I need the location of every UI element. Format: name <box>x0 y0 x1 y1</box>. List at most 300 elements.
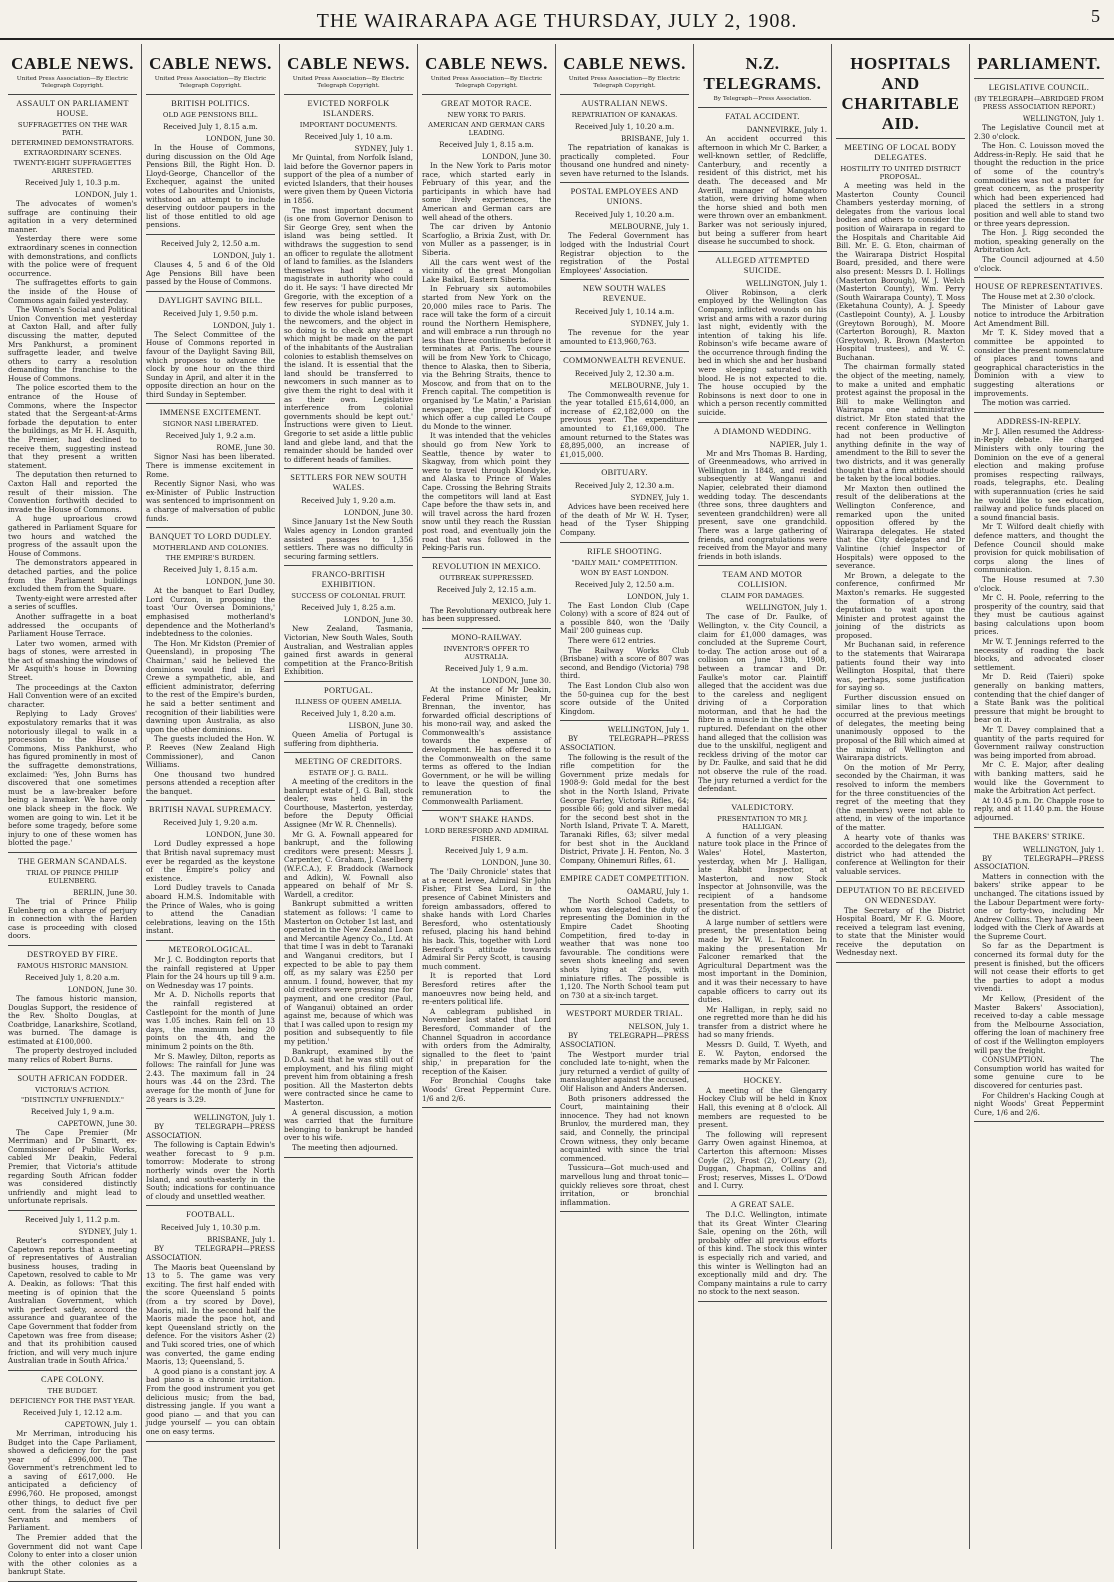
article-paragraph: The Federal Government has lodged with the Industrial Court Registrar objection to the registration of the Postal Employees' Association. <box>560 231 689 275</box>
article-paragraph: A cablegram published in November last stated that Lord Beresford, Commander of the Channel Squadron in accordance with orders from the Admiralty, signalled to the fleet to 'paint ship,' in preparation for the reception of the Kaiser. <box>422 1006 551 1076</box>
article-subheading: OLD AGE PENSIONS BILL. <box>162 111 259 119</box>
dateline: LONDON, June 30. <box>343 508 413 518</box>
received-line: Received July 1, 9.50 p.m. <box>162 308 258 318</box>
article-heading: NEW SOUTH WALES REVENUE. <box>582 284 667 304</box>
divider <box>146 94 275 95</box>
dateline: BRISBANE, July 1. <box>206 1235 275 1245</box>
article-heading: POSTAL EMPLOYEES AND UNIONS. <box>570 187 679 207</box>
article-paragraph: The Hon. C. Louisson moved the Address-in-Reply. He said that he thought the reduction in the price of some of the country's commodities was not a matter for great concern, as the prosperity which had been experienced had placed the settlers in a strong position and well able to stand two or three years depression. <box>974 141 1104 228</box>
article-subheading: NEW YORK TO PARIS. <box>447 111 526 119</box>
divider <box>974 277 1104 278</box>
divider <box>146 527 275 528</box>
column-title: CABLE NEWS. <box>425 54 548 73</box>
article-paragraph: Mr G. A. Fownall appeared for bankrupt, and the following creditors were present: Messrs J. Carpenter, C. Graham, J. Caselberg (W.F.C.A.), F. Braddock (Warnock and Adkin), W. Fownall also appeared on behalf of Mr S. Wardell, a creditor. <box>284 829 413 899</box>
article-paragraph: Mr Quintal, from Norfolk Island, laid before the Governor papers in support of the plea of a number of evicted Islanders, that their houses were given them by Queen Victoria in 1856. <box>284 153 413 205</box>
article-paragraph: BY TELEGRAPH—PRESS ASSOCIATION. <box>146 1244 275 1263</box>
article-subheading: ESTATE OF J. G. BALL. <box>308 769 389 778</box>
article-subheading: "DISTINCTLY UNFRIENDLY." <box>20 1095 125 1104</box>
article-paragraph: The demonstrators appeared in detached parties, and the police from the Parliament buildings excluded them from the Square. <box>8 558 137 594</box>
article-paragraph: The advocates of women's suffrage are continuing their agitation in a very determined manner. <box>8 199 137 234</box>
divider <box>698 565 827 566</box>
column-credit: United Press Association—By Electric Telegraph Copyright. <box>154 76 267 89</box>
article-paragraph: A hearty vote of thanks was accorded to the delegates from the district who had attended the conference at Wellington for their valuable services. <box>836 832 965 876</box>
article-paragraph: It was intended that the vehicles should go from New York to Seattle, thence by water to Skagway, from which point they were to travel through Klondyke, and Alaska to Prince of Wales Cape. Crossing the Behring Straits the competitors will land at East Cape before the thaw sets in, and will travel across the hard frozen snow until they reach the Russian post road, and eventually join the road that was followed in the Peking-Paris run. <box>422 431 551 553</box>
news-column <box>142 44 280 1549</box>
article-paragraph: The following is the result of the rifle competition for the Government prize medals for 1908-9: Gold medal for the best shot in the North Island, Private George Farley, Victoria Rifles, 64; possible 66; gold and silver medal for the second best shot in the North Island, Private T. A. Marett, Taranaki Rifles, 63; silver medal for best shot in the Auckland District, Private J. H. Fenton, No. 3 Company, Ohinemuri Rifles, 61. <box>560 752 689 865</box>
article-paragraph: Bankrupt, examined by the D.O.A. said that he was still out of employment, and his filing might prevent him from obtaining a fresh position. All the Masterton debts were contracted since he came to Masterton. <box>284 1046 413 1108</box>
article-heading: WON'T SHAKE HANDS. <box>439 815 534 825</box>
received-line: Received July 1, 8.20 a.m. <box>301 708 396 718</box>
article-heading: WESTPORT MURDER TRIAL. <box>566 1009 683 1019</box>
received-line: Received July 1, 12.12 a.m. <box>22 1407 123 1417</box>
article-heading: RIFLE SHOOTING. <box>587 546 662 556</box>
divider <box>284 468 413 469</box>
column-title: HOSPITALS AND CHARITABLE AID. <box>841 54 960 133</box>
article-paragraph: Lord Dudley expressed a hope that British naval supremacy must ever be regarded as the keystone of the Empire's policy and existence. <box>146 839 275 883</box>
news-column <box>694 44 832 1549</box>
article-paragraph: One thousand two hundred persons attended a reception after the banquet. <box>146 769 275 796</box>
article-subheading: DEFICIENCY FOR THE PAST YEAR. <box>9 1396 136 1405</box>
article-heading: BRITISH NAVAL SUPREMACY. <box>149 805 272 815</box>
article-paragraph: The Cape Premier (Mr Merriman) and Dr Smartt, ex-Commissioner of Public Works, cabled Mr Deakin, Federal Premier, that Victoria's attitude regarding South African fodder was considered distinctly unfriendly and might lead to unfortunate reprisals. <box>8 1127 137 1206</box>
article-paragraph: Recently Signor Nasi, who was ex-Minister of Public Instruction was sentenced to imprisonment on a charge of malversation of public funds. <box>146 479 275 523</box>
dateline: DANNEVIRKE, July 1. <box>746 125 827 134</box>
article-heading: MONO-RAILWAY. <box>451 632 522 642</box>
article-paragraph: The East London Club (Cape Colony) with a score of 824 out of a possible 840, won the 'Daily Mail' 200 guineas cup. <box>560 600 689 636</box>
article-paragraph: Mr Buchanan said, in reference to the statements that Wairarapa patients found their way into Wellington Hospital, that there was, perhaps, some justification for saying so. <box>836 640 965 693</box>
article-subheading: (BY TELEGRAPH—ABRIDGED FROM PRESS ASSOCIATION REPORT.) <box>974 95 1104 111</box>
dateline: WELLINGTON, July 1. <box>1022 844 1104 854</box>
dateline: WELLINGTON, July 1. <box>745 603 827 613</box>
article-paragraph: Later two women, armed with bags of stones, were arrested in the act of smashing the windows of Mr Asquith's house in Downing Street. <box>8 638 137 683</box>
article-heading: VALEDICTORY. <box>731 802 794 812</box>
received-line: Received July 1, 8.25 a.m. <box>301 603 396 613</box>
received-line: Received July 1, 11.2 p.m. <box>24 1215 120 1224</box>
dateline: ROME, June 30. <box>216 443 275 453</box>
received-line: Received July 1, 9.2 a.m. <box>165 431 256 441</box>
article-heading: HOUSE OF REPRESENTATIVES. <box>975 282 1103 292</box>
article-paragraph: The House resumed at 7.30 o'clock. <box>974 574 1104 593</box>
article-paragraph: Mr T. Wilford dealt chiefly with defence matters, and thought the Defence Council should make provision for quick mobilisation of corps along the lines of communication. <box>974 522 1104 575</box>
article-paragraph: Replying to Lady Groves' expostulatory remarks that it was notoriously illegal to walk in a procession to the House of Commons, Miss Pankhurst, who has figured prominently in most of the suffragette demonstrations, exclaimed: 'Yes, John Burns has discovered that one sometimes must be a law-breaker before being a lawmaker. We have only one black sheep in the flock. We women are going to win. Let it be before some tragedy, before some injury to one of these women has blotted the page.' <box>8 709 137 848</box>
article-paragraph: Mr T. K. Sidey moved that a committee be appointed to consider the present nomenclature of places and towns and geographical characteristics in the Dominion with a view to suggesting alterations or improvements. <box>974 328 1104 398</box>
article-paragraph: The deputation then returned to Caxton Hall and reported the result of their mission. The Convention forthwith decided to invade the House of Commons. <box>8 470 137 514</box>
article-heading: EMPIRE CADET COMPETITION. <box>560 874 690 884</box>
divider <box>698 1301 827 1302</box>
divider <box>560 351 689 352</box>
article-paragraph: The following will represent Garry Owen against Hinemoa, at Carterton this afternoon: Misses Coyle (2), Frost (2), O'Leary (2), Duggan, Chapman, Collins and Frost; reserves, Misses L. O'Dowd and I. Curry. <box>698 1129 827 1191</box>
article-heading: ADDRESS-IN-REPLY. <box>996 416 1082 426</box>
article-paragraph: Mr Maxton then outlined the result of the deliberations at the Wellington Conference, and remarked upon the united opposition offered by the Wairarapa delegates. He stated that the City delegates and Dr Valintine (chief Inspector of Hospitals) were opposed to the severance. <box>836 483 965 571</box>
masthead <box>0 0 1114 40</box>
article-paragraph: Mr W. T. Jennings referred to the necessity of roading the back blocks, and advocated closer settlement. <box>974 637 1104 672</box>
divider <box>146 1441 275 1442</box>
received-line: Received July 1, 9 a.m. <box>444 663 529 673</box>
divider <box>836 962 965 963</box>
article-paragraph: Since January 1st the New South Wales agency in London granted assisted passages to 1,356 settlers. There was no difficulty in securing farming settlers. <box>284 517 413 561</box>
divider <box>8 945 137 946</box>
article-subheading: AMERICAN AND GERMAN CARS LEADING. <box>428 121 545 137</box>
article-paragraph: The East London Club also won the 50-guinea cup for the best score outside of the United Kingdom. <box>560 681 689 716</box>
article-subheading: SIGNOR NASI LIBERATED. <box>162 420 259 429</box>
article-paragraph: Yesterday there were some extraordinary scenes in connection with demonstrations, and conflicts with the police were of frequent occurrence. <box>8 234 137 278</box>
received-line: Received July 2, 12.30 a.m. <box>574 481 675 491</box>
article-heading: DESTROYED BY FIRE. <box>27 949 118 959</box>
divider <box>698 422 827 423</box>
article-heading: FOOTBALL. <box>186 1210 235 1220</box>
article-paragraph: The Westport murder trial concluded late to-night, when the jury returned a verdict of guilty of manslaughter against the accused, Olif Halison and Anders Andersen. <box>560 1049 689 1093</box>
article-paragraph: The famous historic mansion, Douglas Support, the residence of the Rev. Sholto Douglas, at Coatbridge, Lanarkshire, Scotland, was burned. The damage is estimated at £100,000. <box>8 993 137 1046</box>
article-paragraph: The Maoris beat Queensland by 13 to 5. The game was very exciting. The first half ended with the score Queensland 5 points (from a try scored by Dove), Maoris, nil. In the second half the Maoris made the pace hot, and kept Queensland strictly on the defence. For the visitors Asher (2) and Tuki scored tries, one of which was converted, the game ending Maoris, 13; Queensland, 5. <box>146 1262 275 1367</box>
article-paragraph: An accident occurred this afternoon in which Mr C. Barker, a well-known settler, of Redcliffe, Canterbury, and recently a resident of this district, met his death. The deceased and Mr Averill, manager of Mangatoro station, were driving home when the horse shied and both men were thrown over an embankment. Barker was not seriously injured, but being a sufferer from heart disease he succumbed to shock. <box>698 134 827 247</box>
article-heading: CAPE COLONY. <box>40 1374 104 1384</box>
article-paragraph: On the motion of Mr Perry, seconded by the Chairman, it was resolved to inform the members for the three constituencies of the regret of the meeting that they (the members) were not able to attend, in view of the importance of the matter. <box>836 762 965 832</box>
article-paragraph: The property destroyed included many relics of Robert Burns. <box>8 1046 137 1065</box>
article-heading: THE BAKERS' STRIKE. <box>992 831 1086 841</box>
article-paragraph: The chairman formally stated the object of the meeting, namely, to make a united and emphatic protest against the proposal in the Bill to make Wellington and Wairarapa one administrative district. Mr Eton stated that the recent conference in Wellington had not been productive of anything definite in the way of amendment to the Bill to sever the two districts, and it was generally thought that a firm attitude should be taken by the local bodies. <box>836 362 965 484</box>
article-heading: REVOLUTION IN MEXICO. <box>432 561 541 571</box>
article-paragraph: The proceedings at the Caxton Hall Convention were of an excited character. <box>8 682 137 709</box>
article-heading: DEPUTATION TO BE RECEIVED ON WEDNESDAY. <box>836 885 965 905</box>
article-paragraph: Further discussion ensued on similar lines to that which occurred at the previous meetings of delegates, the meeting being unanimously opposed to the proposal of the Bill which aimed at the mixing of Wellington and Wairarapa districts. <box>836 693 965 763</box>
dateline: SYDNEY, July 1. <box>630 319 689 329</box>
column-title: N.Z. TELEGRAMS. <box>703 54 822 93</box>
article-subheading: DETERMINED DEMONSTRATORS. <box>11 139 134 147</box>
article-subheading: LORD BERESFORD AND ADMIRAL FISHER. <box>424 827 549 844</box>
dateline: MEXICO, July 1. <box>491 596 551 606</box>
divider <box>146 1108 275 1109</box>
column-credit: United Press Association—By Electric Telegraph Copyright. <box>16 76 129 89</box>
article-paragraph: The trial of Prince Philip Eulenberg on a charge of perjury in connection with the Harden case is proceeding with closed doors. <box>8 896 137 941</box>
article-paragraph: The police escorted them to the entrance of the House of Commons, where the Inspector stated that the Sergeant-at-Arms forbade the deputation to enter the buildings, as Mr H. H. Asquith, the Premier, had declined to receive them, suggesting instead that they present a written statement. <box>8 383 137 470</box>
article-subheading: TRIAL OF PRINCE PHILIP EULENBERG. <box>26 868 119 885</box>
article-paragraph: Mr and Mrs Thomas B. Harding, of Greenmeadows, who arrived in Wellington in 1848, and resided subsequently at Wanganui and Napier, celebrated their diamond wedding today. The descendants (three sons, three daughters and seventeen grandchildren) were all present, save one grandchild. There was a large gathering of friends, and congratulations were received from the Mayor and many friends in both islands. <box>698 448 827 561</box>
article-paragraph: BY TELEGRAPH—PRESS ASSOCIATION. <box>974 853 1104 872</box>
divider <box>560 279 689 280</box>
article-paragraph: A large number of settlers were present, the presentation being made by Mr W. L. Falconer. In making the presentation Mr Falconer remarked that the Agricultural Department was the most important in the Dominion, and it was their necessary to have capable officers to carry out its duties. <box>698 917 827 1005</box>
received-line: Received July 1, 8.15 a.m. <box>439 140 534 149</box>
divider <box>560 182 689 183</box>
article-paragraph: The meeting then adjourned. <box>292 1143 398 1153</box>
article-paragraph: Both prisoners addressed the Court, maintaining their innocence. They had not known Brunlov, the murdered man, they said, and Connelly, the principal Crown witness, they only became acquainted with since the trial commenced. <box>560 1093 689 1163</box>
page-number: 5 <box>1091 6 1100 26</box>
divider <box>146 291 275 292</box>
article-subheading: "DAILY MAIL" COMPETITION. <box>571 558 678 567</box>
divider <box>8 1370 137 1371</box>
news-column <box>280 44 418 1549</box>
divider <box>560 720 689 721</box>
article-paragraph: The Minister of Labour gave notice to introduce the Arbitration Act Amendment Bill. <box>974 301 1104 328</box>
divider <box>974 78 1104 79</box>
article-heading: OBITUARY. <box>601 468 648 478</box>
article-paragraph: Messrs D. Guild, T. Wyeth, and E. W. Payton, endorsed the remarks made by Mr Falconer. <box>698 1040 827 1067</box>
article-paragraph: Mr C. E. Major, after dealing with banking matters, said he would like the Government to make the Arbitration Act perfect. <box>974 760 1104 796</box>
article-heading: FRANCO-BRITISH EXHIBITION. <box>311 570 386 590</box>
article-subheading: VICTORIA'S ACTION. <box>35 1085 110 1094</box>
received-line: Received July 1, 10.30 p.m. <box>160 1223 261 1233</box>
dateline: LONDON, June 30. <box>481 675 551 685</box>
divider <box>422 810 551 811</box>
article-paragraph: There were 612 entries. <box>568 636 656 646</box>
article-paragraph: The Hon. J. Rigg seconded the motion, speaking generally on the Arbitration Act. <box>974 228 1104 255</box>
article-subheading: REPATRIATION OF KANAKAS. <box>571 111 678 119</box>
dateline: LONDON, July 1. <box>74 190 137 199</box>
article-subheading: THE EMPIRE'S BURDEN. <box>165 554 256 563</box>
divider <box>284 1157 413 1158</box>
article-paragraph: Mr Kellow, (President of the Master Bakers' Association), received to-day a cable message from the Melbourne Association, offering the loan of machinery free of cost if the Wellington employers will pay the freight. <box>974 994 1104 1055</box>
article-paragraph: The suffragettes efforts to gain the inside of the House of Commons again failed yesterday. <box>8 278 137 305</box>
article-heading: HOCKEY. <box>743 1075 782 1085</box>
dateline: SYDNEY, July 1. <box>630 493 689 503</box>
article-paragraph: Bankrupt submitted a written statement as follows: 'I came to Masterton on October 1st last, and operated in the New Zealand Loan and Mercantile Agency Co., Ltd. At that time I was in debt to Taranaki and Wanganui creditors, but I expected to be able to pay them off, as my salary was £250 per annum. I found, however, that my old creditors were pressing me for payment, and one creditor (Paul, of Wanganui) obtained an order against me, because of which was that I was called upon to resign my position and subsequently to file my petition.' <box>284 899 413 1046</box>
article-subheading: HOSTILITY TO UNITED DISTRICT PROPOSAL. <box>840 165 961 181</box>
news-column <box>832 44 970 1549</box>
article-paragraph: Reuter's correspondent at Capetown reports that a meeting of representatives of Australian business houses, trading in Capetown, resolved to cable to Mr A. Deakin, as follows: 'That this meeting is of opinion that the Australian Government, which with perfect safety, accord the assurance and guarantee of the Cape Government that fodder from Capetown was free from disease; and that its prohibition caused friction, and will very much injure Australian trade in South Africa.' <box>8 1236 137 1366</box>
column-title: CABLE NEWS. <box>563 54 686 73</box>
news-column <box>4 44 142 1577</box>
article-heading: DAYLIGHT SAVING BILL. <box>158 295 263 305</box>
divider <box>698 798 827 799</box>
article-subheading: CLAIM FOR DAMAGES. <box>720 592 805 601</box>
newspaper-title: THE WAIRARAPA AGE THURSDAY, JULY 2, 1908. <box>316 10 798 32</box>
article-heading: TEAM AND MOTOR COLLISION. <box>722 570 803 590</box>
divider <box>422 557 551 558</box>
article-heading: SOUTH AFRICAN FODDER. <box>17 1073 128 1083</box>
article-paragraph: The case of Dr. Faulke, of Wellington, v. the City Council, a claim for £1,000 damages, was concluded at the Supreme Court, to-day. The action arose out of a collision on June 13th, 1908, between a tramcar and Dr. Faulke's motor car. Plaintiff alleged that the accident was due to the careless and negligent driving of a Corporation motorman, and that he had the fibre in a muscle in the right elbow ruptured. Defendant on the other hand alleged that the collision was due to the unskilful, negligent and reckless driving of the motor car by Dr. Faulke, and said that he did not observe the rule of the road. The jury returned a verdict for the defendant. <box>698 612 827 794</box>
article-paragraph: Another suffragette in a boat addressed the occupants of Parliament House Terrace. <box>8 611 137 639</box>
received-line: Received July 1, 10.20 a.m. <box>574 210 675 220</box>
article-paragraph: Mr Brown, a delegate to the conference, confirmed Mr Maxton's remarks. He suggested the formation of a strong deputation to wait upon the Minister and protest against the joining of the districts as proposed. <box>836 570 965 640</box>
dateline: LONDON, June 30. <box>481 152 551 161</box>
divider <box>284 681 413 682</box>
article-paragraph: The revenue for the year amounted to £13,960,763. <box>560 328 689 346</box>
article-paragraph: The Women's Social and Political Union Convention met yesterday at Caxton Hall, and after fully discussing the matter, deputed Mrs Pankhurst, a prominent suffragette leader, and twelve others to carry a resolution demanding the franchise to the House of Commons. <box>8 305 137 383</box>
column-credit: United Press Association—By Electric Telegraph Copyright. <box>292 76 405 89</box>
received-line: Received July 1, 10.14 a.m. <box>574 307 675 317</box>
article-heading: ASSAULT ON PARLIAMENT HOUSE. <box>16 99 129 118</box>
divider <box>698 107 827 108</box>
dateline: WELLINGTON, July 1. <box>193 1113 275 1123</box>
divider <box>698 251 827 252</box>
divider <box>560 1004 689 1005</box>
received-line: Received July 1, 9.20 a.m. <box>301 496 396 506</box>
article-paragraph: At the banquet to Earl Dudley, Lord Curzon, in proposing the toast 'Our Oversea Dominions,' emphasised motherland's dependence and the Motherland's indebtedness to the colonies. <box>146 586 275 639</box>
divider <box>146 403 275 404</box>
article-paragraph: In the House of Commons, during discussion on the Old Age Pensions Bill, the Right Hon. D. Lloyd-George, Chancellor of the Exchequer, against the united votes of Labourites and Unionists, withstood an attempt to include deserving outdoor paupers in the list of those entitled to old age pensions. <box>146 143 275 230</box>
article-paragraph: CONSUMPTION. The Consumption world has waited for some genuine cure to be discovered for centuries past. <box>974 1055 1104 1090</box>
article-heading: PORTUGAL. <box>324 685 373 695</box>
column-title: CABLE NEWS. <box>287 54 410 73</box>
article-subheading: EXTRAORDINARY SCENES. <box>23 149 122 157</box>
article-paragraph: Advices have been received here of the death of Mr W. H. Tyser, head of the Tyser Shipping Company. <box>560 502 689 538</box>
article-heading: MEETING OF CREDITORS. <box>294 757 403 767</box>
news-column <box>556 44 694 1549</box>
divider <box>698 1071 827 1072</box>
article-subheading: IMPORTANT DOCUMENTS. <box>299 121 398 129</box>
article-paragraph: The Commonwealth revenue for the year totalled £15,614,000, an increase of £2,182,000 on the previous year. The expenditure amounted to £1,169,000. The amount returned to the States was £8,895,000, an increase of £1,015,000. <box>560 389 689 459</box>
article-subheading: SUFFRAGETTES ON THE WAR PATH. <box>17 121 128 137</box>
received-line: Received July 2, 12.15 a.m. <box>436 584 537 594</box>
divider <box>8 94 137 95</box>
article-paragraph: Mr D. Reid (Taieri) spoke generally on banking matters, contending that the chief danger of a State Bank was the political pressure that might be brought to bear on it. <box>974 672 1104 725</box>
dateline: SYDNEY, July 1. <box>78 1227 137 1236</box>
received-line: Received July 1, 8.20 a.m. <box>25 972 120 982</box>
divider <box>560 1211 689 1212</box>
article-paragraph: So far as the Department is concerned its formal duty for the present is finished, but the officers will not cease their efforts to get the parties to adopt a modus vivendi. <box>974 941 1104 994</box>
article-heading: A GREAT SALE. <box>730 1199 795 1209</box>
divider <box>146 1205 275 1206</box>
article-paragraph: A meeting was held in the Masterton County Council Chambers yesterday morning, of delegates from the various local bodies and others to consider the position of Wairarapa in regard to the Hospitals and Charitable Aid Bill. Mr. E. G. Eton, chairman of the Wairarapa District Hospital Board, presided, and there were also present: Messrs D. I. Hollings (Masterton Borough), W. J. Welch (Masterton County), Wm. Perry (South Wairarapa County), T. Moss (Eketahuna County), A. J. Speedy (Castlepoint County), A. J. Lousby (Greytown Borough), M. Moore (Carterton Borough), R. Maxton (Greytown), R. Brown (Masterton Hospital trustees), and W. C. Buchanan. <box>836 181 965 362</box>
received-line: Received July 1, 10.3 p.m. <box>24 178 120 187</box>
article-paragraph: Twenty-eight were arrested after a series of scuffles. <box>8 593 137 612</box>
article-heading: LEGISLATIVE COUNCIL. <box>988 83 1090 92</box>
divider <box>8 1069 137 1070</box>
dateline: LONDON, July 1. <box>212 320 275 330</box>
article-paragraph: For Children's Hacking Cough at night Woods' Great Peppermint Cure, 1/6 and 2/6. <box>974 1090 1104 1117</box>
divider <box>284 752 413 753</box>
article-heading: THE GERMAN SCANDALS. <box>17 856 128 866</box>
article-paragraph: The 'Daily Chronicle' states that at a recent levee, Admiral Sir John Fisher, First Sea Lord, in the presence of Cabinet Ministers and foreign ambassadors, offered to shake hands with Lord Charles Beresford, who ostentatiously refused, placing his hand behind his back. This, together with Lord Beresford's attitude towards Admiral Sir Percy Scott, is causing much comment. <box>422 867 551 971</box>
divider <box>698 1195 827 1196</box>
article-subheading: OUTBREAK SUPPRESSED. <box>439 573 534 582</box>
dateline: BRISBANE, July 1. <box>620 134 689 143</box>
article-heading: MEETING OF LOCAL BODY DELEGATES. <box>844 143 957 162</box>
divider <box>422 628 551 629</box>
dateline: CAPETOWN, July 1. <box>64 1419 137 1429</box>
received-line: Received July 1, 9 a.m. <box>444 846 529 856</box>
article-paragraph: All the cars went west of the vicinity of the great Mongolian Lake Baikal, Eastern Siberia. <box>422 257 551 284</box>
newspaper-columns <box>4 44 1110 1577</box>
received-line: Received July 1, 9 a.m. <box>30 1106 115 1116</box>
divider <box>146 800 275 801</box>
dateline: LONDON, June 30. <box>481 858 551 868</box>
divider <box>146 234 275 235</box>
article-paragraph: A function of a very pleasing nature took place in the Prince of Wales' Hotel, Masterton, yesterday, when Mr J. Halligan, late Rabbit Inspector, at Masterton, and now Stock Inspector at Johnsonville, was the recipient of a handsome presentation from the settlers of the district. <box>698 830 827 918</box>
article-heading: BRITISH POLITICS. <box>171 99 250 108</box>
article-paragraph: Mr Merriman, introducing his Budget into the Cape Parliament, showed a deficiency for the past year of £996,000. The Government's retrenchment led to a saving of £617,000. He anticipated a deficiency of £996,760. He proposed, amongst other things, to deduct five per cent. from the salaries of Civil Servants and members of Parliament. <box>8 1428 137 1533</box>
article-subheading: WON BY EAST LONDON. <box>580 568 669 577</box>
article-paragraph: A good piano is a constant joy. A bad piano is a chronic irritation. From the good instrument you get delicious music; from the bad, distressing jangle. If you want a good piano — and that you can judge yourself — you can obtain one on easy terms. <box>146 1366 275 1436</box>
article-subheading: TWENTY-EIGHT SUFFRAGETTES ARRESTED. <box>13 159 132 175</box>
article-paragraph: Mr J. C. Boddington reports that the rainfall registered at Upper Plain for the 24 hours up till 9 a.m. on Wednesday was 17 points. <box>146 955 275 990</box>
divider <box>284 94 413 95</box>
divider <box>146 940 275 941</box>
article-paragraph: Queen Amelia of Portugal is suffering from diphtheria. <box>284 729 413 748</box>
article-paragraph: The most important document (is one from Governor Denison to Sir George Grey, sent when the island was being settled. It withdraws the suggestion to send an officer to regulate the allotment of land to families. as the Islanders themselves had placed a magistrate in authority who could do it. He says: 'I have directed Mr Gregorie, with the exception of a few reserves for public purposes, to divide the whole island between the newcomers, and the object in so doing is to check any attempt which might be made on the part of the inhabitants of the Australian colonies to establish themselves on the island. It is essential that the land should be transferred to newcomers in such manner as to give them the right to deal with it as their own. Legislative interference from colonial governments should be kept out.' Instructions were given to Lieut. Gregorie to set aside a little public land and glebe land, and that the remainder should be handed over to different heads of families. <box>284 205 413 464</box>
article-paragraph: The guests included the Hon. W. P. Reeves (New Zealand High Commissioner), and Canon Williams. <box>146 734 275 770</box>
dateline: LONDON, June 30. <box>67 984 137 994</box>
divider <box>422 94 551 95</box>
article-subheading: THE BUDGET. <box>47 1386 98 1395</box>
article-paragraph: Oliver Robinson, a clerk employed by the Wellington Gas Company, inflicted wounds on his wrist and arms with a razor during last night, evidently with the intention of taking his life. Robinson's wife became aware of the occurrence through finding the bed in which she and her husband were sleeping saturated with blood. He is not expected to die. The house occupied by the Robinsons is next door to one in which a person recently committed suicide. <box>698 287 827 418</box>
divider <box>560 94 689 95</box>
article-paragraph: The Secretary of the District Hospital Board, Mr F. G. Moore, received a telegram last evening, to state that the Minister would receive the deputation on Wednesday next. <box>836 905 965 958</box>
dateline: NELSON, July 1. <box>628 1022 689 1032</box>
divider <box>974 412 1104 413</box>
received-line: Received July 2, 12.30 a.m. <box>574 368 675 378</box>
divider <box>974 827 1104 828</box>
column-title: CABLE NEWS. <box>149 54 272 73</box>
article-paragraph: It is reported that Lord Beresford retires after the manoeuvres now being held, and re-enters political life. <box>422 971 551 1007</box>
article-paragraph: A general discussion, a motion was carried that the furniture belonging to bankrupt be handed over to his wife. <box>284 1107 413 1143</box>
article-paragraph: The repatriation of kanakas is practically completed. Four thousand one hundred and ninety-seven have returned to the Islands. <box>560 143 689 178</box>
article-paragraph: At the instance of Mr Deakin, Federal Prime Minister, Mr Brennan, the inventor, has forwarded official descriptions of his mono-rail way, and asked the Commonwealth's assistance towards the expense of development. He has offered it to the Commonwealth on the same terms as offered to the Indian Government, or he will be willing to leave the question of final remuneration to the Commonwealth Parliament. <box>422 684 551 806</box>
article-paragraph: Mr T. Davey complained that a quantity of the parts required for Government railway construction was being imported from abroad. <box>974 725 1104 760</box>
dateline: LONDON, July 1. <box>626 591 689 601</box>
divider <box>8 1210 137 1211</box>
dateline: NAPIER, July 1. <box>769 439 827 449</box>
article-paragraph: New Zealand, Tasmania, Victorian, New South Wales, South Australian, and Westralian apples gained first awards in general competition at the Franco-British Exhibition. <box>284 624 413 677</box>
article-heading: AUSTRALIAN NEWS. <box>581 99 668 108</box>
article-paragraph: The Hon. Mr Kidston (Premier of Queensland), in proposing 'The Chairman,' said he believed the dominions would find in Earl Crewe a sympathetic, able, and efficient administrator, deferring to the rest of the Empire's burden, he said a better sentiment and recognition of their liabilities were dawning upon Australia, as also upon the other dominions. <box>146 638 275 734</box>
column-credit: United Press Association—By Electric Telegraph Copyright. <box>568 76 681 89</box>
divider <box>560 542 689 543</box>
article-paragraph: Mr A. D. Nicholls reports that the rainfall registered at Castlepoint for the month of June was 1.05 inches. Rain fell on 13 days, the maximum being 20 points on the 4th, and the minimum 2 points on the 8th. <box>146 990 275 1051</box>
article-heading: BANQUET TO LORD DUDLEY. <box>149 532 272 542</box>
column-title: CABLE NEWS. <box>11 54 134 73</box>
article-paragraph: The Revolutionary outbreak here has been suppressed. <box>422 605 551 624</box>
received-line: Received July 1, 10.20 a.m. <box>574 122 675 131</box>
article-heading: A DIAMOND WEDDING. <box>713 426 812 436</box>
article-paragraph: The following is Captain Edwin's weather forecast to 9 p.m. tomorrow: Moderate to strong northerly winds over the North Island, and south-easterly in the South; indications for continuance of cloudy and unsettled weather. <box>146 1140 275 1201</box>
divider <box>8 852 137 853</box>
article-subheading: FAMOUS HISTORIC MANSION. <box>16 961 129 970</box>
article-heading: IMMENSE EXCITEMENT. <box>159 408 262 418</box>
dateline: LONDON, July 1. <box>212 250 275 260</box>
article-paragraph: For Bronchial Coughs take Woods' Great Peppermint Cure. 1/6 and 2/6. <box>422 1076 551 1103</box>
article-subheading: MOTHERLAND AND COLONIES. <box>152 544 269 553</box>
divider <box>560 869 689 870</box>
article-paragraph: The Premier added that the Government did not want Cape Colony to enter into a closer union with the other colonies as a bankrupt State. <box>8 1533 137 1577</box>
article-paragraph: Tussicura—Got much-used and marvellous lung and throat tonic—quickly relieves sore throat, chest irritation, or bronchial inflammation. <box>560 1163 689 1207</box>
dateline: LONDON, June 30. <box>205 134 275 143</box>
article-subheading: INVENTOR'S OFFER TO AUSTRALIA. <box>443 644 530 661</box>
article-paragraph: In February six automobiles started from New York on the 20,000 miles race to Paris. The race will take the form of a circuit round the Northern Hemisphere, and will embrace a run through no less than three continents before it terminates at Paris. The course will be from New York to Chicago, thence to Alaska, then to Siberia, via the Behring Straits, thence to Moscow, and from that on to the French capital. The competition is organised by 'Le Matin,' a Parisian newspaper, the proprietors of which offer a cup called Le Coupe du Monde to the winner. <box>422 284 551 431</box>
dateline: WELLINGTON, July 1. <box>1022 114 1104 123</box>
dateline: LONDON, June 30. <box>205 830 275 840</box>
received-line: Received July 1, 8.15 a.m. <box>163 565 258 575</box>
divider <box>422 1107 551 1108</box>
dateline: OAMARU, July 1. <box>626 887 689 897</box>
article-heading: FATAL ACCIDENT. <box>725 112 800 121</box>
column-credit: By Telegraph—Press Association. <box>713 96 812 102</box>
article-paragraph: The House met at 2.30 o'clock. <box>982 292 1096 302</box>
article-paragraph: At 10.45 p.m. Dr. Chapple rose to reply, and at 11.40 p.m. the House adjourned. <box>974 795 1105 822</box>
article-paragraph: BY TELEGRAPH—PRESS ASSOCIATION. <box>560 1031 689 1049</box>
article-paragraph: BY TELEGRAPH—PRESS ASSOCIATION. <box>146 1122 275 1140</box>
dateline: LONDON, June 30. <box>205 577 275 587</box>
article-paragraph: The Legislative Council met at 2.30 o'clock. <box>974 123 1104 141</box>
article-heading: COMMONWEALTH REVENUE. <box>563 355 686 365</box>
received-line: Received July 1, 8.15 a.m. <box>163 122 258 131</box>
article-heading: ALLEGED ATTEMPTED SUICIDE. <box>715 255 810 275</box>
column-credit: United Press Association—By Electric Telegraph Copyright. <box>430 76 543 89</box>
divider <box>284 565 413 566</box>
article-paragraph: Mr S. Mawley, Dilton, reports as follows: The rainfall for June was 2.43. The maximum fall in 24 hours was .44 on the 23rd. The average for the month of June for 28 years is 3.29. <box>146 1051 275 1104</box>
dateline: MELBOURNE, July 1. <box>609 380 689 390</box>
dateline: WELLINGTON, July 1. <box>745 278 827 288</box>
dateline: SYDNEY, July 1. <box>354 144 413 153</box>
dateline: LONDON, June 30. <box>343 615 413 625</box>
article-heading: GREAT MOTOR RACE. <box>441 99 532 108</box>
article-paragraph: A meeting of the creditors in the bankrupt estate of J. G. Ball, stock dealer, was held in the Courthouse, Masterton, yesterday, before the Deputy Official Assignee (Mr W. R. Chennells). <box>284 777 413 830</box>
article-paragraph: Mr Halligan, in reply, said no one regretted more than he did his transfer from a district where he had so many friends. <box>698 1004 827 1040</box>
article-heading: SETTLERS FOR NEW SOUTH WALES. <box>290 473 407 493</box>
article-subheading: SUCCESS OF COLONIAL FRUIT. <box>291 592 406 601</box>
article-paragraph: The Council adjourned at 4.50 o'clock. <box>974 254 1104 273</box>
divider <box>560 463 689 464</box>
article-heading: EVICTED NORFOLK ISLANDERS. <box>307 99 390 118</box>
